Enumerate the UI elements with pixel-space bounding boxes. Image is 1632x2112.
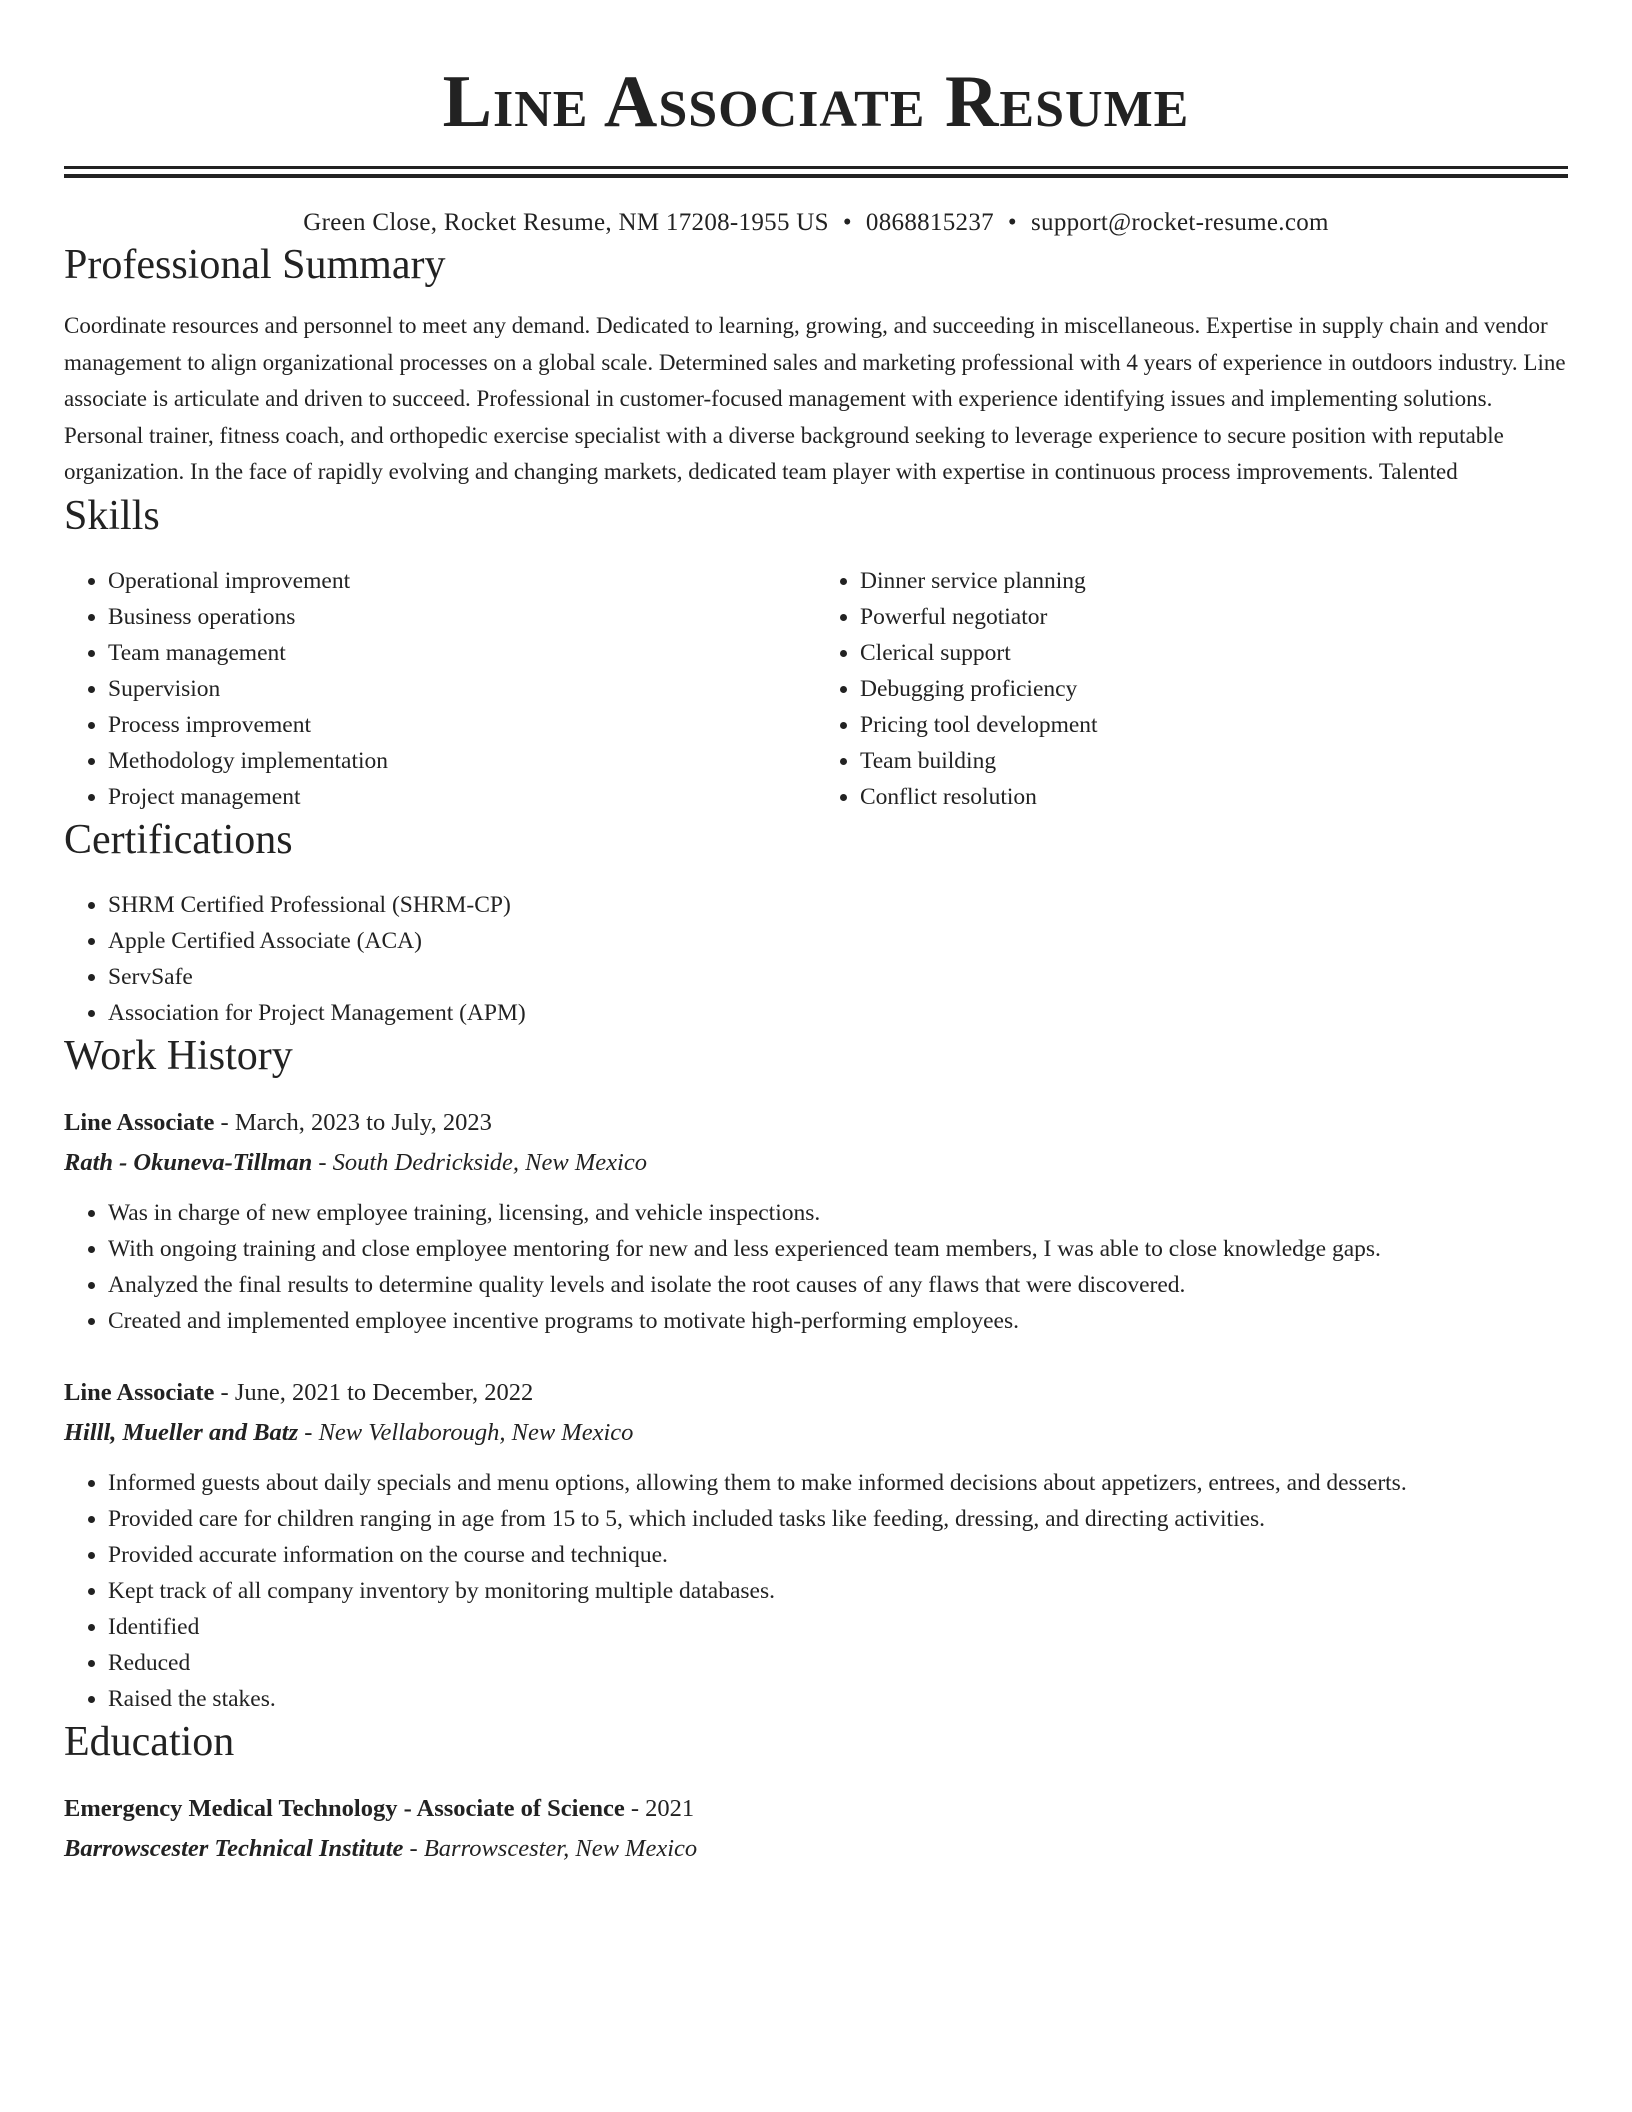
skill-item: • Project management [108, 779, 816, 815]
job-bullet: • Reduced [108, 1645, 1568, 1681]
skill-item: • Process improvement [108, 707, 816, 743]
contact-email: support@rocket-resume.com [1030, 209, 1329, 236]
skill-item: • Dinner service planning [860, 563, 1568, 599]
job-company: Rath - Okuneva-Tillman [64, 1148, 313, 1176]
job-bullet: • Raised the stakes. [108, 1681, 1568, 1717]
contact-phone: 0868815237 [865, 209, 994, 236]
job-title: Line Associate [64, 1378, 215, 1406]
job-dates: March, 2023 to July, 2023 [234, 1108, 492, 1136]
job-bullets [64, 1195, 1568, 1339]
job-location: South Dedrickside, New Mexico [332, 1148, 647, 1176]
skill-item: • Pricing tool development [860, 707, 1568, 743]
education-heading: Education [64, 1718, 235, 1765]
certifications-list [64, 887, 1568, 1031]
job-title-line: Line Associate - June, 2021 to December, 2022 [64, 1378, 534, 1406]
skill-item: • Clerical support [860, 635, 1568, 671]
contact-line [64, 206, 1568, 240]
job-company: Hilll, Mueller and Batz [64, 1418, 299, 1446]
job-bullet: • Kept track of all company inventory by monitoring multiple databases. [108, 1573, 1568, 1609]
job-bullet: • Provided care for children ranging in age from 15 to 5, which included tasks like feeding, dressing, and directing activities. [108, 1501, 1568, 1537]
education-school-line: Barrowscester Technical Institute - Barrowscester, New Mexico [64, 1834, 698, 1862]
job-bullet: • Created and implemented employee incentive programs to motivate high-performing employees. [108, 1303, 1568, 1339]
contact-address: Green Close, Rocket Resume, NM 17208-1955 US [303, 209, 829, 236]
skill-item: • Methodology implementation [108, 743, 816, 779]
skill-item: • Operational improvement [108, 563, 816, 599]
title-double-rule [64, 166, 1568, 178]
contact-separator: • [842, 209, 852, 236]
skill-item: • Debugging proficiency [860, 671, 1568, 707]
job-title: Line Associate [64, 1108, 215, 1136]
job-bullet: • Analyzed the final results to determine quality levels and isolate the root causes of any flaws that were discovered. [108, 1267, 1568, 1303]
contact-separator: • [1007, 209, 1017, 236]
skill-item: • Powerful negotiator [860, 599, 1568, 635]
skill-item: • Team management [108, 635, 816, 671]
skills-list-right [816, 563, 1568, 815]
job-title-line: Line Associate - March, 2023 to July, 2023 [64, 1108, 492, 1136]
job-bullet: • Provided accurate information on the course and technique. [108, 1537, 1568, 1573]
certification-item: • ServSafe [108, 959, 1568, 995]
skill-item: • Supervision [108, 671, 816, 707]
job-bullet: • Informed guests about daily specials and menu options, allowing them to make informed decisions about appetizers, entrees, and desserts. [108, 1465, 1568, 1501]
skills-columns [64, 563, 1568, 815]
skills-heading: Skills [64, 492, 160, 539]
education-degree: Emergency Medical Technology - Associate of Science [64, 1794, 625, 1822]
job-location: New Vellaborough, New Mexico [318, 1418, 634, 1446]
certification-item: • SHRM Certified Professional (SHRM-CP) [108, 887, 1568, 923]
summary-text: Coordinate resources and personnel to meet any demand. Dedicated to learning, growing, and succeeding in miscellaneous. Expertise in supply chain and vendor management to align organizational processes on a global scale. Determined sales and marketing professional with 4 years of experience in outdoors industry. Line associate is articulate and driven to succeed. Professional in customer-focused management with experience identifying issues and implementing solutions. Personal trainer, fitness coach, and orthopedic exercise specialist with a diverse background seeking to leverage experience to secure position with reputable organization. In the face of rapidly evolving and changing markets, dedicated team player with expertise in continuous process improvements. Talented [64, 313, 1566, 484]
job-bullet: • With ongoing training and close employee mentoring for new and less experienced team members, I was able to close knowledge gaps. [108, 1231, 1568, 1267]
certification-item: • Association for Project Management (APM) [108, 995, 1568, 1031]
education-year: 2021 [645, 1794, 695, 1822]
skill-item: • Team building [860, 743, 1568, 779]
skill-item: • Conflict resolution [860, 779, 1568, 815]
work-history-heading: Work History [64, 1032, 293, 1079]
education-degree-line: Emergency Medical Technology - Associate of Science - 2021 [64, 1794, 695, 1822]
job-dates: June, 2021 to December, 2022 [234, 1378, 534, 1406]
skill-item: • Business operations [108, 599, 816, 635]
job-company-line: Rath - Okuneva-Tillman - South Dedrickside, New Mexico [64, 1148, 647, 1176]
education-school: Barrowscester Technical Institute [64, 1834, 404, 1862]
resume-title: Line Associate Resume [442, 61, 1190, 143]
certification-item: • Apple Certified Associate (ACA) [108, 923, 1568, 959]
summary-heading: Professional Summary [64, 242, 446, 288]
skills-list-left [64, 563, 816, 815]
education-location: Barrowscester, New Mexico [423, 1834, 698, 1862]
job-bullet: • Identified [108, 1609, 1568, 1645]
job-bullet: • Was in charge of new employee training, licensing, and vehicle inspections. [108, 1195, 1568, 1231]
job-bullets [64, 1465, 1568, 1717]
education-entry [64, 1789, 1568, 1869]
job-entry [64, 1373, 1568, 1717]
job-entry [64, 1103, 1568, 1339]
job-company-line: Hilll, Mueller and Batz - New Vellaborough, New Mexico [64, 1418, 634, 1446]
certifications-heading: Certifications [64, 816, 293, 863]
